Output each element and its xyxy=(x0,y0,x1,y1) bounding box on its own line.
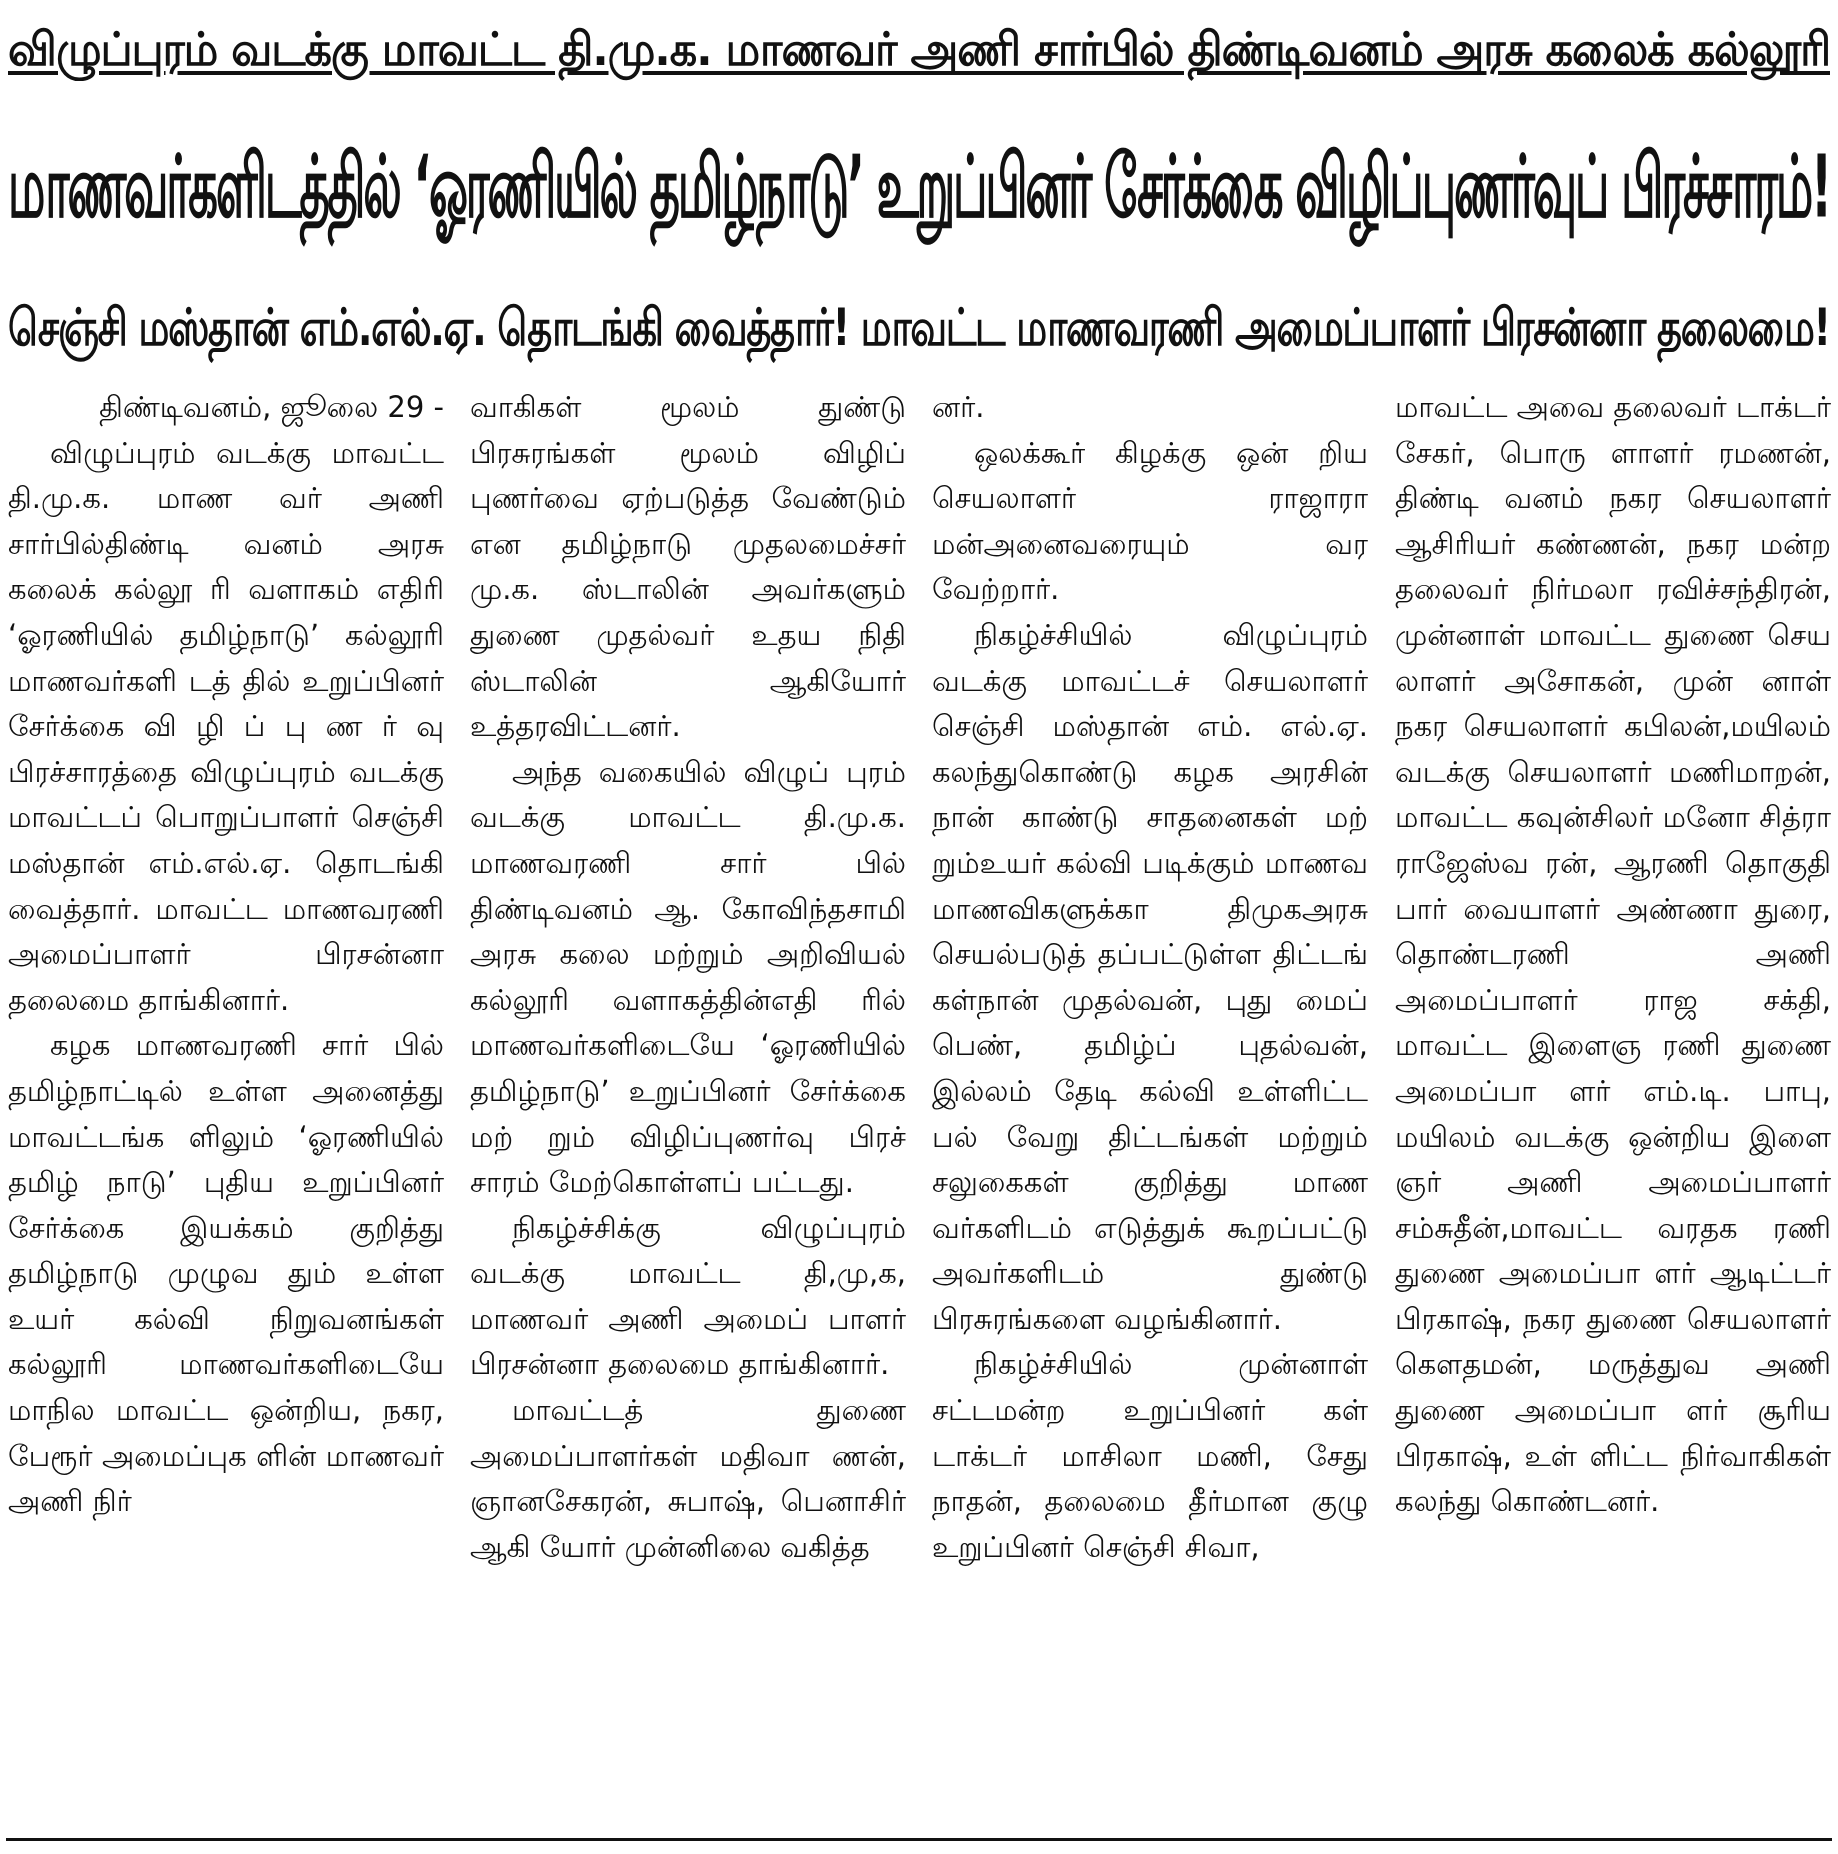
article-column-4 xyxy=(1395,385,1831,1805)
paragraph: நிகழ்ச்சியில் விழுப்புரம் வடக்கு மாவட்டச் செயலாளர் செஞ்சி மஸ்தான் எம். எல்.ஏ. கலந்துகொண்டு கழக அரசின் நான் காண்டு சாதனைகள் மற் றும்உயர் கல்வி படிக்கும் மாணவ மாணவிகளுக்கா திமுகஅரசு செயல்படுத் தப்பட்டுள்ள திட்டங் கள்நான் முதல்வன், புது மைப் பெண், தமிழ்ப் புதல்வன், இல்லம் தேடி கல்வி உள்ளிட்ட பல் வேறு திட்டங்கள் மற்றும் சலுகைகள் குறித்து மாண வர்களிடம் எடுத்துக் கூறப்பட்டு அவர்களிடம் துண்டு பிரசுரங்களை வழங்கினார். xyxy=(932,617,1368,1336)
article-kicker: விழுப்புரம் வடக்கு மாவட்ட தி.மு.க. மாணவர் அணி சார்பில் திண்டிவனம் அரசு கலைக் கல்லூரி xyxy=(8,22,1830,76)
paragraph: வாகிகள் மூலம் துண்டு பிரசுரங்கள் மூலம் விழிப் புணர்வை ஏற்படுத்த வேண்டும் என தமிழ்நாடு முதலமைச்சர் மு.க. ஸ்டாலின் அவர்களும் துணை முதல்வர் உதய நிதி ஸ்டாலின் ஆகியோர் உத்தரவிட்டனர். xyxy=(470,390,906,744)
paragraph: நிகழ்ச்சியில் முன்னாள் சட்டமன்ற உறுப்பினர் கள் டாக்டர் மாசிலா மணி, சேது நாதன், தலைமை தீர்மான குழு உறுப்பினர் செஞ்சி சிவா, xyxy=(932,1347,1368,1564)
paragraph: மாவட்ட அவை தலைவர் டாக்டர் சேகர், பொரு ளாளர் ரமணன், திண்டி வனம் நகர செயலாளர் ஆசிரியர் கண்ணன், நகர மன்ற தலைவர் நிர்மலா ரவிச்சந்திரன், முன்னாள் மாவட்ட துணை செய லாளர் அசோகன், முன் னாள் நகர செயலாளர் கபிலன்,மயிலம் வடக்கு செயலாளர் மணிமாறன், மாவட்ட கவுன்சிலர் மனோ சித்ரா ராஜேஸ்வ ரன், ஆரணி தொகுதி பார் வையாளர் அண்ணா துரை, தொண்டரணி அணி அமைப்பாளர் ராஜ சக்தி, மாவட்ட இளைஞ ரணி துணை அமைப்பா ளர் எம்.டி. பாபு, மயிலம் வடக்கு ஒன்றிய இளை ஞர் அணி அமைப்பாளர் சம்சுதீன்,மாவட்ட வரதக ரணி துணை அமைப்பா ளர் ஆடிட்டர் பிரகாஷ், நகர துணை செயலாளர் கௌதமன், மருத்துவ அணி துணை அமைப்பா ளர் சூரிய பிரகாஷ், உள் ளிட்ட நிர்வாகிகள் கலந்து கொண்டனர். xyxy=(1395,390,1831,1519)
paragraph: மாவட்டத் துணை அமைப்பாளர்கள் மதிவா ணன், ஞானசேகரன், சுபாஷ், பெனாசிர் ஆகி யோர் முன்னிலை வகித்த xyxy=(470,1393,906,1564)
paragraph: கழக மாணவரணி சார் பில் தமிழ்நாட்டில் உள்ள அனைத்து மாவட்டங்க ளிலும் ‘ஓரணியில் தமிழ் நாடு’ புதிய உறுப்பினர் சேர்க்கை இயக்கம் குறித்து தமிழ்நாடு முழுவ தும் உள்ள உயர் கல்வி நிறுவனங்கள் கல்லூரி மாணவர்களிடையே மாநில மாவட்ட ஒன்றிய, நகர, பேரூர் அமைப்புக ளின் மாணவர் அணி நிர் xyxy=(8,1028,444,1519)
article-body xyxy=(0,385,1838,1805)
article-column-3 xyxy=(932,385,1368,1805)
article-headline: மாணவர்களிடத்தில் ‘ஓரணியில் தமிழ்நாடு’ உறுப்பினர் சேர்க்கை விழிப்புணர்வுப் பிரச்சாரம்! xyxy=(8,138,1830,238)
paragraph: னர். xyxy=(932,390,985,424)
paragraph: அந்த வகையில் விழுப் புரம் வடக்கு மாவட்ட தி.மு.க. மாணவரணி சார் பில் திண்டிவனம் ஆ. கோவிந்தசாமி அரசு கலை மற்றும் அறிவியல் கல்லூரி வளாகத்தின்எதி ரில் மாணவர்களிடையே ‘ஓரணியில் தமிழ்நாடு’ உறுப்பினர் சேர்க்கை மற் றும் விழிப்புணர்வு பிரச் சாரம் மேற்கொள்ளப் பட்டது. xyxy=(470,754,906,1200)
paragraph: நிகழ்ச்சிக்கு விழுப்புரம் வடக்கு மாவட்ட தி,மு,க, மாணவர் அணி அமைப் பாளர் பிரசன்னா தலைமை தாங்கினார். xyxy=(470,1210,906,1382)
bottom-rule xyxy=(6,1838,1832,1841)
article-column-2 xyxy=(470,385,906,1805)
article-column-1 xyxy=(8,385,444,1805)
paragraph: ஒலக்கூர் கிழக்கு ஒன் றிய செயலாளர் ராஜாரா மன்அனைவரையும் வர வேற்றார். xyxy=(932,435,1368,607)
dateline: திண்டிவனம், ஜூலை 29 - xyxy=(99,390,444,424)
paragraph: விழுப்புரம் வடக்கு மாவட்ட தி.மு.க. மாண வர் அணி சார்பில்திண்டி வனம் அரசு கலைக் கல்லூ ரி வளாகம் எதிரி ‘ஓரணியில் தமிழ்நாடு’ கல்லூரி மாணவர்களி டத் தில் உறுப்பினர் சேர்க்கை வி ழி ப் பு ண ர் வு பிரச்சாரத்தை விழுப்புரம் வடக்கு மாவட்டப் பொறுப்பாளர் செஞ்சி மஸ்தான் எம்.எல்.ஏ. தொடங்கி வைத்தார். மாவட்ட மாணவரணி அமைப்பாளர் பிரசன்னா தலைமை தாங்கினார். xyxy=(8,435,444,1017)
article-subheadline: செஞ்சி மஸ்தான் எம்.எல்.ஏ. தொடங்கி வைத்தார்! மாவட்ட மாணவரணி அமைப்பாளர் பிரசன்னா தலைமை! xyxy=(8,298,1830,358)
